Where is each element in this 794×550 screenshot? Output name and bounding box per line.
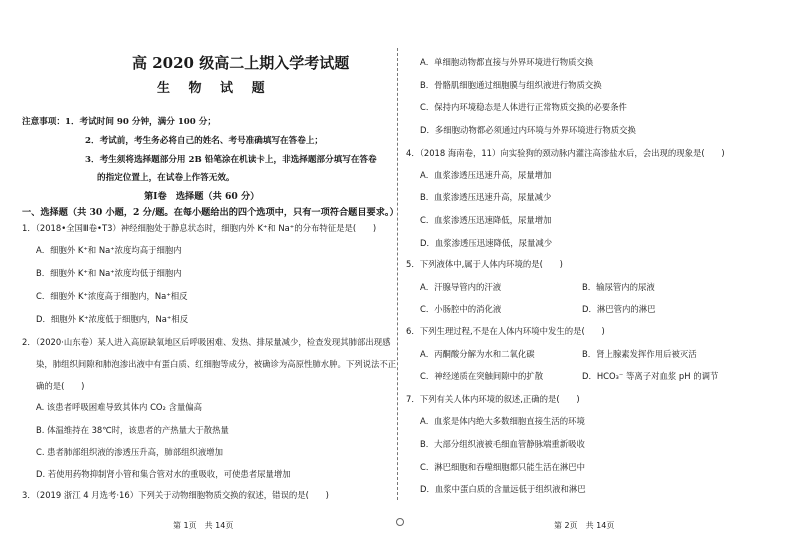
footer-page-left: 第 1页 共 14页 <box>173 521 234 530</box>
q6-option-d: D．HCO₃⁻ 等离子对血浆 pH 的调节 <box>582 371 719 381</box>
q7-option-a: A．血浆是体内绝大多数细胞直接生活的环境 <box>420 416 585 426</box>
q3-option-b: B．骨骼肌细胞通过细胞膜与组织液进行物质交换 <box>420 80 602 90</box>
q4-option-a: A．血浆渗透压迅速升高，尿量增加 <box>420 170 552 180</box>
q2-stem-line-3: 确的是( ) <box>36 381 85 391</box>
note-line-2: 2．考试前，考生务必将自己的姓名、考号准确填写在答卷上； <box>85 136 324 146</box>
q5-option-d: D．淋巴管内的淋巴 <box>582 304 656 314</box>
q7-option-b: B．大部分组织液被毛细血管静脉端重新吸收 <box>420 439 585 449</box>
footer-page-right: 第 2页 共 14页 <box>554 521 615 530</box>
q7-stem: 7．下列有关人体内环境的叙述,正确的是( ) <box>406 394 580 404</box>
q1-option-a: A．细胞外 K⁺和 Na⁺浓度均高于细胞内 <box>36 245 182 255</box>
q6-option-b: B．肾上腺素发挥作用后被灭活 <box>582 349 697 359</box>
q1-option-b: B．细胞外 K⁺和 Na⁺浓度均低于细胞内 <box>36 268 182 278</box>
right-page <box>397 0 794 550</box>
note-line-3: 3．考生须将选择题部分用 2B 铅笔涂在机读卡上，非选择题部分填写在答卷 <box>85 155 377 165</box>
q1-stem: 1．（2018•全国Ⅲ卷•T3）神经细胞处于静息状态时，细胞内外 K⁺和 Na⁺的分布特征是是( ) <box>22 223 377 233</box>
q3-option-a: A．单细胞动物都直接与外界环境进行物质交换 <box>420 57 594 67</box>
q4-option-c: C．血浆渗透压迅速降低，尿量增加 <box>420 215 552 225</box>
q4-stem: 4．（2018 海南卷，11）向实验狗的颈动脉内灌注高渗盐水后，会出现的现象是( ) <box>406 148 725 158</box>
q7-option-c: C．淋巴细胞和吞噬细胞都只能生活在淋巴中 <box>420 462 585 472</box>
q4-option-b: B．血浆渗透压迅速升高，尿量减少 <box>420 192 552 202</box>
q7-option-d: D．血浆中蛋白质的含量远低于组织液和淋巴 <box>420 484 586 494</box>
q6-option-a: A．丙酮酸分解为水和二氧化碳 <box>420 349 535 359</box>
q5-option-b: B．输尿管内的尿液 <box>582 282 655 292</box>
q6-option-c: C．神经递质在突触间隙中的扩散 <box>420 371 544 381</box>
q5-option-a: A．汗腺导管内的汗液 <box>420 282 502 292</box>
q2-option-b: B. 体温维持在 38℃时，该患者的产热量大于散热量 <box>36 425 229 435</box>
q2-option-c: C. 患者肺部组织液的渗透压升高，肺部组织液增加 <box>36 447 224 457</box>
q3-option-c: C．保持内环境稳态是人体进行正常物质交换的必要条件 <box>420 102 627 112</box>
section1-intro: 一、选择题（共 30 小题，2 分/题。在每小题给出的四个选项中，只有一项符合题目要求。） <box>22 207 399 218</box>
q2-stem-line-1: 2．（2020·山东卷）某人进入高原缺氧地区后呼吸困难、发热、排尿量减少，检查发现其肺部出现感 <box>22 337 391 347</box>
q1-option-c: C．细胞外 K⁺浓度高于细胞内，Na⁺相反 <box>36 291 188 301</box>
q2-stem-line-2: 染，肺组织间隙和肺泡渗出液中有蛋白质、红细胞等成分，被确诊为高原性肺水肿。下列说法不正 <box>36 359 397 369</box>
note-line-1: 注意事项：1．考试时间 90 分钟，满分 100 分； <box>22 117 216 127</box>
q3-option-d: D．多细胞动物都必须通过内环境与外界环境进行物质交换 <box>420 125 636 135</box>
q6-stem: 6．下列生理过程,不是在人体内环境中发生的是( ) <box>406 326 605 336</box>
exam-subtitle: 生 物 试 题 <box>157 81 272 96</box>
note-line-4: 的指定位置上，在试卷上作答无效。 <box>97 173 235 183</box>
exam-title: 高 2020 级高二上期入学考试题 <box>132 54 350 72</box>
q3-stem: 3．（2019 浙江 4 月选考·16）下列关于动物细胞物质交换的叙述，错误的是( ) <box>22 490 329 500</box>
q5-stem: 5．下列液体中,属于人体内环境的是( ) <box>406 259 563 269</box>
q5-option-c: C．小肠腔中的消化液 <box>420 304 502 314</box>
q4-option-d: D．血浆渗透压迅速降低，尿量减少 <box>420 238 553 248</box>
q2-option-a: A. 该患者呼吸困难导致其体内 CO₂ 含量偏高 <box>36 402 203 412</box>
q1-option-d: D．细胞外 K⁺浓度低于细胞内，Na⁺相反 <box>36 314 189 324</box>
section1-title: 第Ⅰ卷 选择题（共 60 分） <box>144 191 260 202</box>
q2-option-d: D. 若使用药物抑制肾小管和集合管对水的重吸收，可使患者尿量增加 <box>36 469 291 479</box>
